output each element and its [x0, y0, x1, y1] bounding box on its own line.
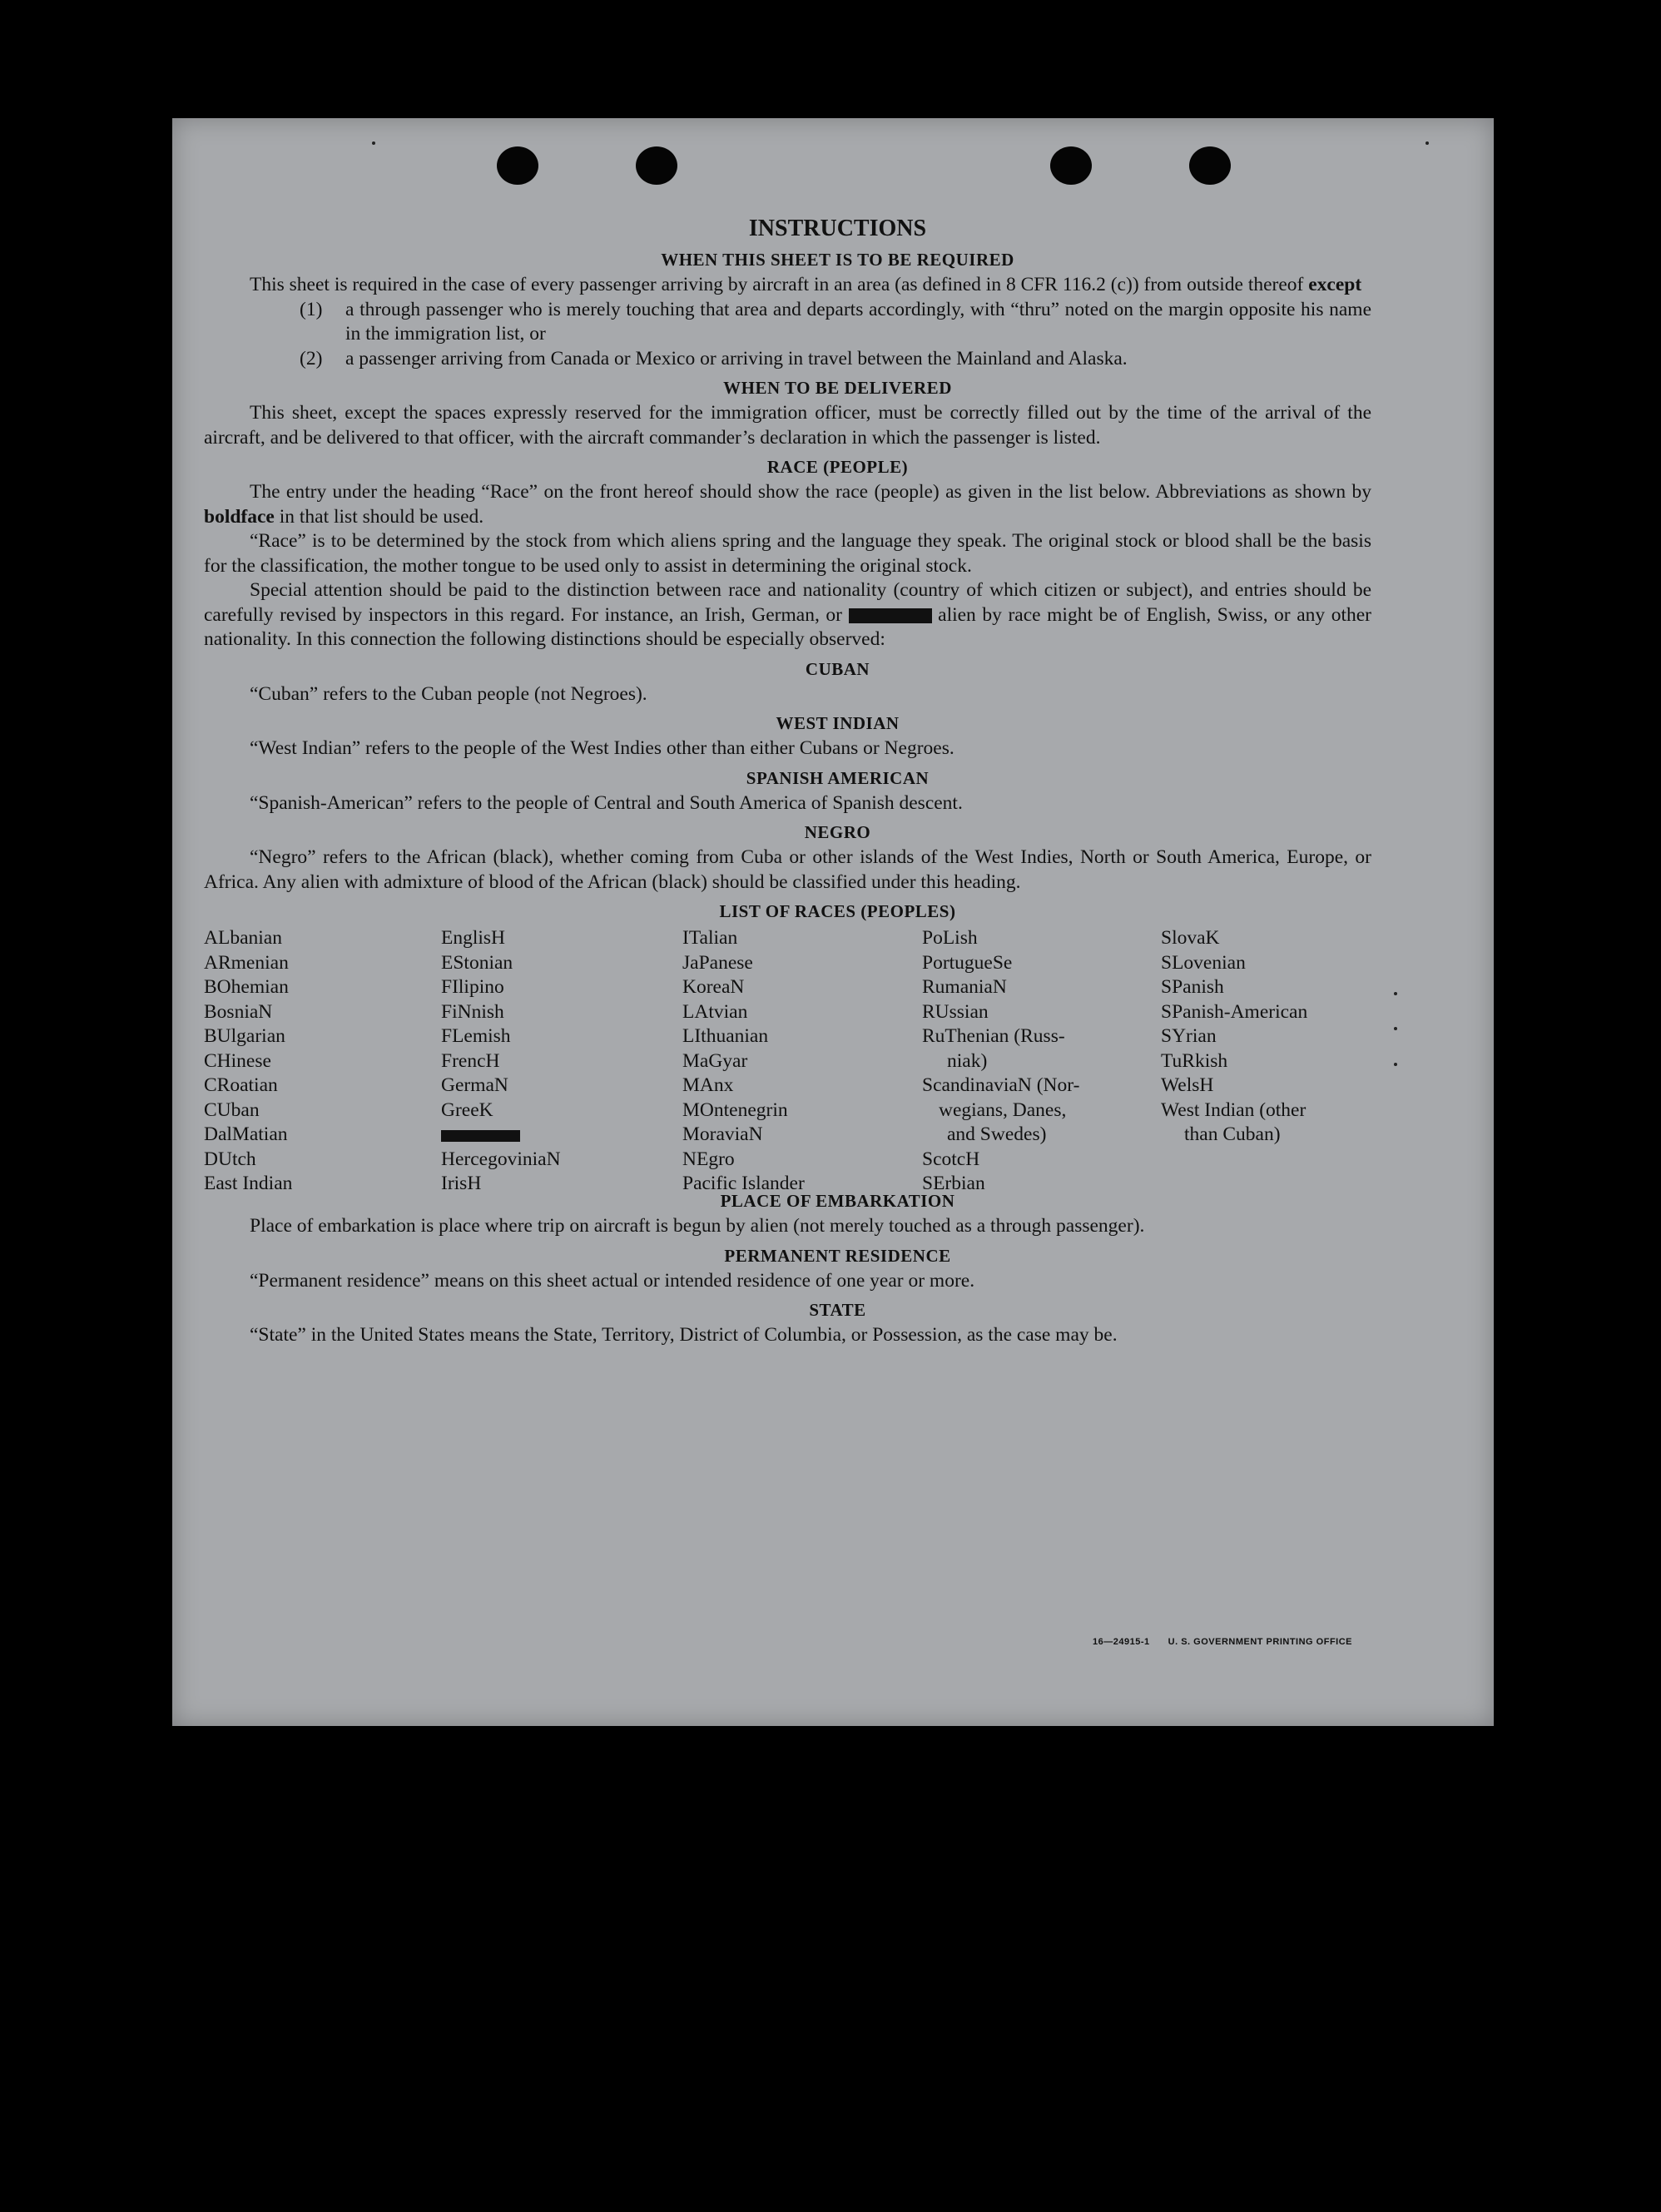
- list-item: wegians, Danes,: [939, 1099, 1067, 1121]
- heading-when-delivered: WHEN TO BE DELIVERED: [723, 378, 952, 398]
- punch-hole: [636, 146, 677, 185]
- list-item: HercegoviniaN: [441, 1148, 561, 1170]
- list-item: ARmenian: [204, 951, 289, 974]
- list-item: FIlipino: [441, 976, 504, 998]
- list-item: SPanish-American: [1161, 1000, 1308, 1023]
- list-item: LIthuanian: [682, 1025, 769, 1047]
- heading-spanish-american: SPANISH AMERICAN: [746, 767, 930, 788]
- required-intro: This sheet is required in the case of every passenger arriving by aircraft in an area (as defined in 8 CFR 116.2 (c)) from outside thereof except: [250, 274, 1362, 295]
- list-item: DUtch: [204, 1148, 256, 1170]
- list-item: RumaniaN: [922, 976, 1007, 998]
- race-paragraph-3: Special attention should be paid to the distinction between race and nationality (country of which citizen or subject), and entries should be carefully revised by inspectors in this regard. For instance, an Irish, German, or alien by race might be of English, Swiss, or any other nationality. In this connection the following distinctions should be especially observed:: [204, 579, 1371, 650]
- punch-hole: [497, 146, 538, 185]
- residence-text: “Permanent residence” means on this sheet actual or intended residence of one year or more.: [250, 1269, 975, 1292]
- list-item: KoreaN: [682, 976, 745, 998]
- list-item: NEgro: [682, 1148, 735, 1170]
- list-item: BosniaN: [204, 1000, 273, 1023]
- document-sheet: [172, 118, 1494, 1726]
- list-item: and Swedes): [947, 1123, 1047, 1145]
- negro-text: “Negro” refers to the African (black), whether coming from Cuba or other islands of the West Indies, North or South America, Europe, or Africa. Any alien with admixture of blood of the African (black) should be classified under this heading.: [204, 846, 1371, 893]
- embarkation-text: Place of embarkation is place where trip on aircraft is begun by alien (not merely touched as a through passenger).: [250, 1215, 1145, 1237]
- redaction-mark: [849, 608, 932, 623]
- race-paragraph-2: “Race” is to be determined by the stock from which aliens spring and the language they speak. The original stock or blood shall be the basis for the classification, the mother tongue to be used only to assist in determining the original stock.: [204, 530, 1371, 577]
- cuban-text: “Cuban” refers to the Cuban people (not Negroes).: [250, 682, 647, 705]
- list-item: FiNnish: [441, 1000, 504, 1023]
- races-list: [204, 926, 1371, 1194]
- list-item: WelsH: [1161, 1074, 1214, 1096]
- list-item: CHinese: [204, 1049, 271, 1072]
- list-item: LAtvian: [682, 1000, 748, 1023]
- list-item-redacted: [441, 1123, 561, 1148]
- list-item: BUlgarian: [204, 1025, 285, 1047]
- printer-name: U. S. GOVERNMENT PRINTING OFFICE: [1168, 1637, 1352, 1647]
- list-item: niak): [947, 1049, 988, 1072]
- list-item: MAnx: [682, 1074, 734, 1096]
- list-item: CUban: [204, 1099, 260, 1121]
- list-item: GreeK: [441, 1099, 493, 1121]
- heading-state: STATE: [809, 1300, 866, 1320]
- list-item: ScotcH: [922, 1148, 980, 1170]
- form-number: 16—24915-1: [1093, 1637, 1150, 1647]
- heading-list-of-races: LIST OF RACES (PEOPLES): [719, 901, 956, 921]
- races-column-4: [922, 926, 1079, 1197]
- heading-race: RACE (PEOPLE): [766, 457, 909, 477]
- page-title: INSTRUCTIONS: [748, 216, 927, 241]
- printer-imprint: [1074, 1637, 1352, 1647]
- list-item: FrencH: [441, 1049, 500, 1072]
- list-item: FLemish: [441, 1025, 511, 1047]
- list-item: SYrian: [1161, 1025, 1217, 1047]
- list-item: MoraviaN: [682, 1123, 763, 1145]
- list-item: EnglisH: [441, 927, 506, 949]
- list-item: CRoatian: [204, 1074, 278, 1096]
- spanish-american-text: “Spanish-American” refers to the people of Central and South America of Spanish descent.: [250, 791, 963, 814]
- list-item: PoLish: [922, 927, 978, 949]
- list-item: JaPanese: [682, 951, 753, 974]
- heading-cuban: CUBAN: [805, 658, 870, 679]
- list-item: West Indian (other: [1161, 1099, 1306, 1121]
- list-item: SErbian: [922, 1173, 985, 1194]
- required-item-1: (1) a through passenger who is merely touching that area and departs accordingly, with “thru” noted on the margin opposite his name in the immigration list, or: [300, 298, 1371, 345]
- list-item: RUssian: [922, 1000, 989, 1023]
- races-column-2: [441, 926, 561, 1197]
- list-item: East Indian: [204, 1173, 293, 1194]
- list-item: EStonian: [441, 951, 513, 974]
- heading-west-indian: WEST INDIAN: [776, 713, 900, 733]
- instructions-content: [204, 215, 1371, 1348]
- list-item: RuThenian (Russ-: [922, 1025, 1065, 1047]
- list-item: SlovaK: [1161, 927, 1220, 949]
- list-item: Pacific Islander: [682, 1173, 805, 1194]
- list-item: MaGyar: [682, 1049, 748, 1072]
- heading-permanent-residence: PERMANENT RESIDENCE: [724, 1245, 951, 1266]
- list-item: TuRkish: [1161, 1049, 1228, 1072]
- punch-hole: [1050, 146, 1092, 185]
- races-column-3: [682, 926, 805, 1197]
- list-item: DalMatian: [204, 1123, 288, 1145]
- list-item: ITalian: [682, 927, 738, 949]
- list-item: BOhemian: [204, 976, 289, 998]
- list-item: ScandinaviaN (Nor-: [922, 1074, 1080, 1096]
- heading-embarkation: PLACE OF EMBARKATION: [720, 1191, 955, 1211]
- delivered-text: This sheet, except the spaces expressly reserved for the immigration officer, must be correctly filled out by the time of the arrival of the aircraft, and be delivered to that officer, with the aircraft commander’s declaration in which the passenger is listed.: [204, 402, 1371, 449]
- list-item: SPanish: [1161, 976, 1224, 998]
- state-text: “State” in the United States means the State, Territory, District of Columbia, or Possession, as the case may be.: [250, 1324, 1118, 1346]
- punch-hole: [1189, 146, 1231, 185]
- races-column-5: [1161, 926, 1307, 1148]
- west-indian-text: “West Indian” refers to the people of the West Indies other than either Cubans or Negroes.: [250, 737, 954, 759]
- list-item: MOntenegrin: [682, 1099, 788, 1121]
- race-paragraph-1: The entry under the heading “Race” on the front hereof should show the race (people) as given in the list below. Abbreviations as shown by boldface in that list should be used.: [204, 481, 1371, 528]
- heading-negro: NEGRO: [804, 822, 871, 842]
- redaction-mark: [441, 1130, 520, 1142]
- list-item: than Cuban): [1184, 1123, 1281, 1145]
- list-item: IrisH: [441, 1173, 482, 1194]
- list-item: ALbanian: [204, 927, 282, 949]
- races-column-1: [204, 926, 292, 1197]
- heading-when-required: WHEN THIS SHEET IS TO BE REQUIRED: [661, 250, 1014, 270]
- list-item: PortugueSe: [922, 951, 1013, 974]
- required-item-2: (2) a passenger arriving from Canada or Mexico or arriving in travel between the Mainland and Alaska.: [300, 347, 1128, 369]
- list-item: GermaN: [441, 1074, 508, 1096]
- list-item: SLovenian: [1161, 951, 1246, 974]
